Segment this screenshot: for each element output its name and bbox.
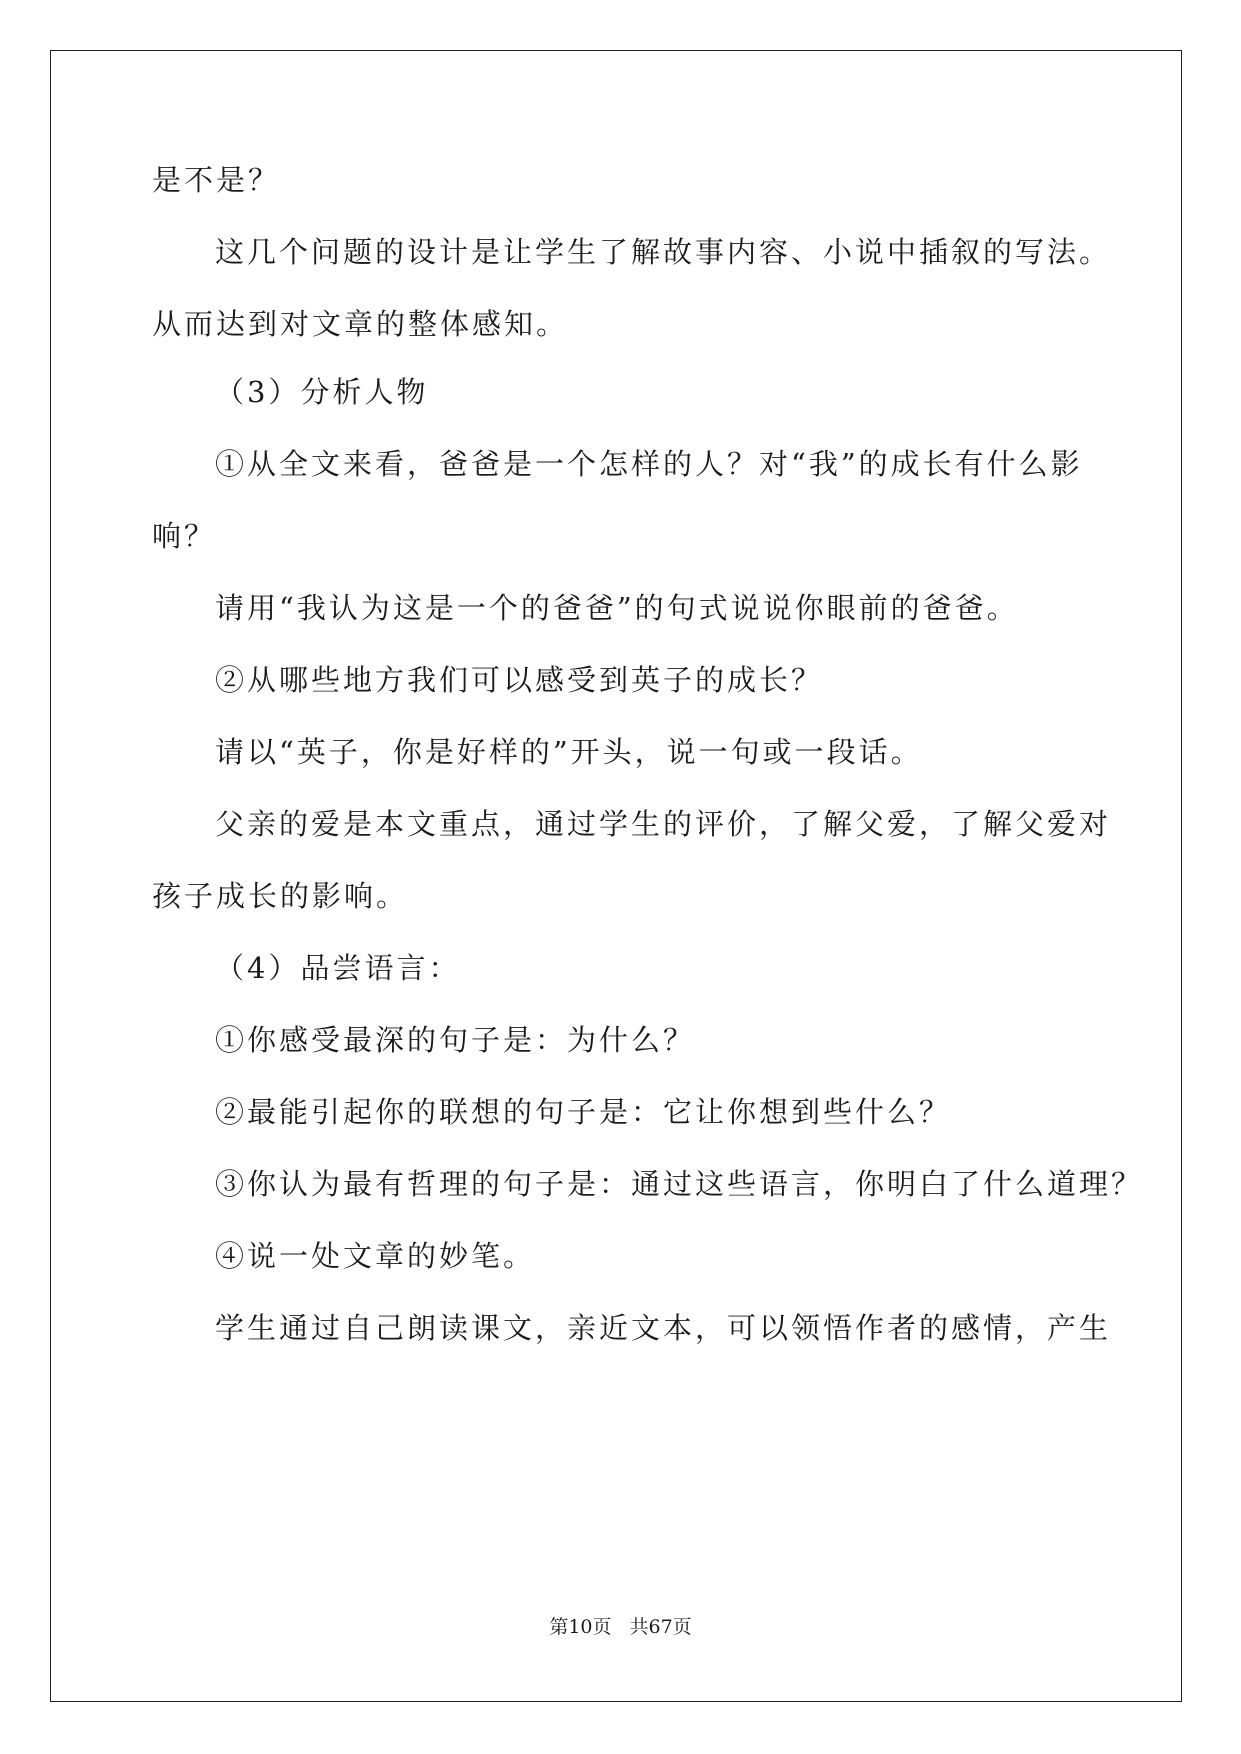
section-heading: （4）品尝语言： [215, 951, 461, 985]
text-line: ①从全文来看，爸爸是一个怎样的人？对“我”的成长有什么影 [215, 447, 1083, 481]
text-line: 学生通过自己朗读课文，亲近文本，可以领悟作者的感情，产生 [215, 1311, 1112, 1345]
text-line: ④说一处文章的妙笔。 [215, 1239, 536, 1273]
text-line: ②从哪些地方我们可以感受到英子的成长？ [215, 663, 824, 697]
page-total: 共67页 [629, 1616, 692, 1638]
text-line: 是不是？ [152, 163, 281, 197]
text-line: 父亲的爱是本文重点，通过学生的评价，了解父爱，了解父爱对 [215, 807, 1112, 841]
text-line: 孩子成长的影响。 [152, 879, 409, 913]
text-line: 请以“英子，你是好样的”开头，说一句或一段话。 [215, 735, 923, 769]
page-number: 第10页 [549, 1616, 612, 1638]
section-heading: （3）分析人物 [215, 375, 429, 409]
text-line: 这几个问题的设计是让学生了解故事内容、小说中插叙的写法。 [215, 235, 1112, 269]
text-line: 请用“我认为这是一个的爸爸”的句式说说你眼前的爸爸。 [215, 591, 1019, 625]
page-footer [0, 1612, 1241, 1639]
text-line: 从而达到对文章的整体感知。 [152, 307, 569, 341]
text-line: ①你感受最深的句子是：为什么？ [215, 1023, 696, 1057]
text-line: ③你认为最有哲理的句子是：通过这些语言，你明白了什么道理？ [215, 1167, 1144, 1201]
text-line: ②最能引起你的联想的句子是：它让你想到些什么？ [215, 1095, 952, 1129]
text-line: 响？ [152, 519, 217, 553]
